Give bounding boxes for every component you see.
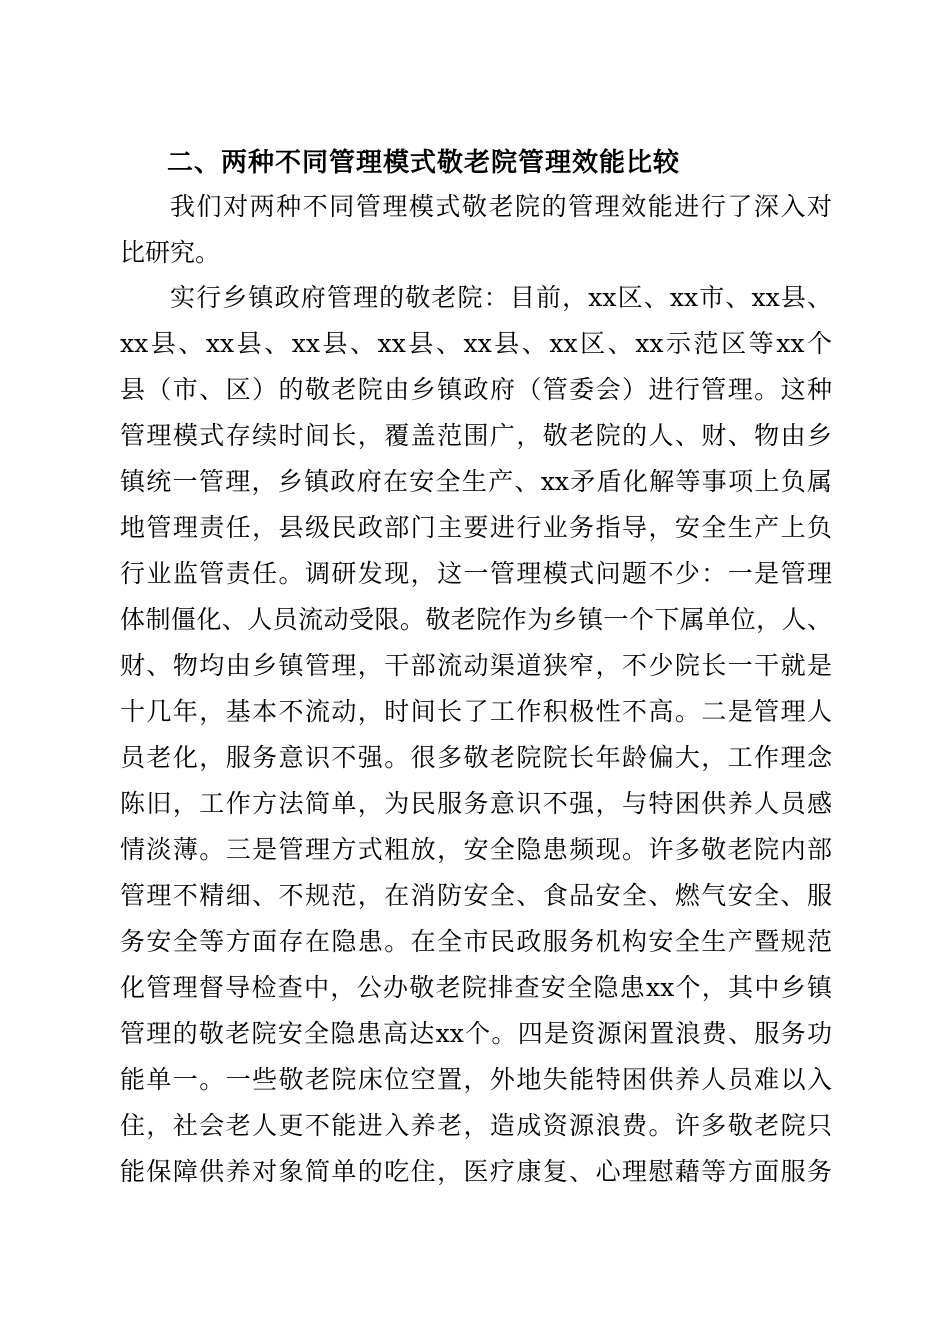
text-line: xx县、xx县、xx县、xx县、xx县、xx区、xx示范区等xx个 bbox=[120, 329, 832, 358]
paragraph-intro bbox=[120, 184, 832, 276]
text-line: 管理模式存续时间长，覆盖范围广，敬老院的人、财、物由乡 bbox=[120, 421, 832, 450]
text-line: 化管理督导检查中，公办敬老院排查安全隐患xx个，其中乡镇 bbox=[120, 973, 832, 1002]
text-line: 镇统一管理，乡镇政府在安全生产、xx矛盾化解等事项上负属 bbox=[120, 467, 832, 496]
text-line: 县（市、区）的敬老院由乡镇政府（管委会）进行管理。这种 bbox=[120, 375, 832, 404]
paragraph-township-management bbox=[120, 275, 832, 1195]
text-line: 实行乡镇政府管理的敬老院：目前，xx区、xx市、xx县、 bbox=[170, 283, 832, 312]
text-line: 务安全等方面存在隐患。在全市民政服务机构安全生产暨规范 bbox=[120, 927, 832, 956]
text-line: 住，社会老人更不能进入养老，造成资源浪费。许多敬老院只 bbox=[120, 1111, 832, 1140]
text-line: 体制僵化、人员流动受限。敬老院作为乡镇一个下属单位，人、 bbox=[120, 605, 832, 634]
text-line: 员老化，服务意识不强。很多敬老院院长年龄偏大，工作理念 bbox=[120, 743, 832, 772]
text-line: 我们对两种不同管理模式敬老院的管理效能进行了深入对 bbox=[170, 192, 832, 221]
text-line: 财、物均由乡镇管理，干部流动渠道狭窄，不少院长一干就是 bbox=[120, 651, 832, 680]
text-line: 比研究。 bbox=[120, 238, 221, 267]
text-line: 地管理责任，县级民政部门主要进行业务指导，安全生产上负 bbox=[120, 513, 832, 542]
text-line: 管理不精细、不规范，在消防安全、食品安全、燃气安全、服 bbox=[120, 881, 832, 910]
text-line: 情淡薄。三是管理方式粗放，安全隐患频现。许多敬老院内部 bbox=[120, 835, 832, 864]
text-line: 十几年，基本不流动，时间长了工作积极性不高。二是管理人 bbox=[120, 697, 832, 726]
text-line: 陈旧，工作方法简单，为民服务意识不强，与特困供养人员感 bbox=[120, 789, 832, 818]
text-line: 能单一。一些敬老院床位空置，外地失能特困供养人员难以入 bbox=[120, 1065, 832, 1094]
section-heading: 二、两种不同管理模式敬老院管理效能比较 bbox=[167, 148, 681, 178]
text-line: 管理的敬老院安全隐患高达xx个。四是资源闲置浪费、服务功 bbox=[120, 1019, 832, 1048]
text-line: 行业监管责任。调研发现，这一管理模式问题不少：一是管理 bbox=[120, 559, 832, 588]
text-line: 能保障供养对象简单的吃住，医疗康复、心理慰藉等方面服务 bbox=[120, 1157, 832, 1186]
